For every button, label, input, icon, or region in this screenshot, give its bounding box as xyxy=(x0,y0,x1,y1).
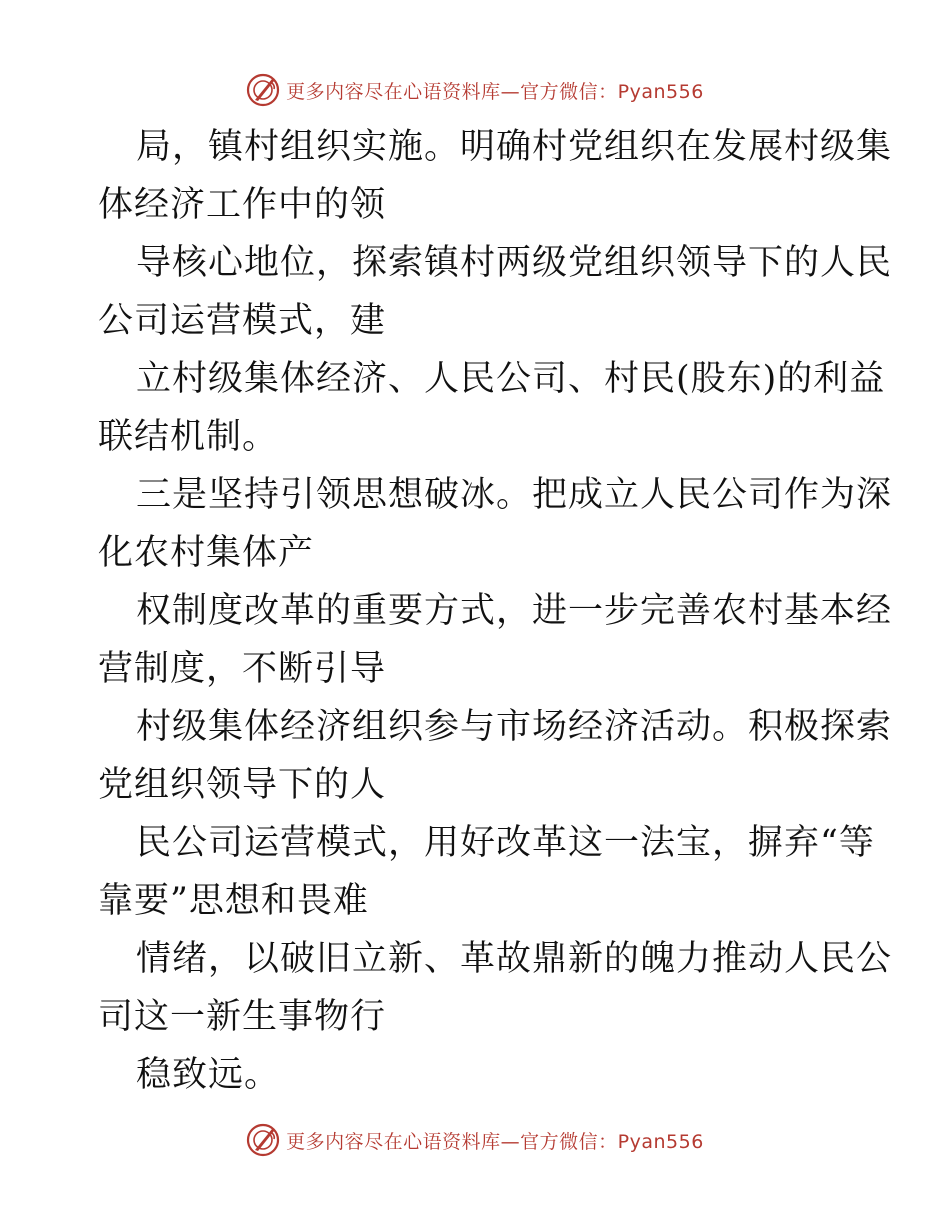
text-line: 司这一新生事物行 xyxy=(98,997,387,1037)
header-watermark xyxy=(0,70,950,110)
text-line: 化农村集体产 xyxy=(98,533,315,573)
text-line: 情绪，以破旧立新、革故鼎新的魄力推动人民公 xyxy=(136,939,893,979)
text-line: 体经济工作中的领 xyxy=(98,185,387,225)
text-line: 局，镇村组织实施。明确村党组织在发展村级集 xyxy=(136,127,893,167)
text-line: 导核心地位，探索镇村两级党组织领导下的人民 xyxy=(136,243,893,283)
text-line: 权制度改革的重要方式，进一步完善农村基本经 xyxy=(136,591,893,631)
text-line: 靠要”思想和畏难 xyxy=(98,881,369,921)
text-line: 稳致远。 xyxy=(136,1055,281,1095)
quill-logo-icon xyxy=(246,1123,280,1157)
watermark-text: 更多内容尽在心语资料库—官方微信：Pyan556 xyxy=(286,80,704,103)
text-line: 党组织领导下的人 xyxy=(98,765,387,805)
footer-watermark xyxy=(0,1120,950,1160)
text-line: 民公司运营模式，用好改革这一法宝，摒弃“等 xyxy=(136,823,875,863)
watermark-text: 更多内容尽在心语资料库—官方微信：Pyan556 xyxy=(286,1130,704,1153)
text-line: 营制度，不断引导 xyxy=(98,649,387,689)
text-line: 村级集体经济组织参与市场经济活动。积极探索 xyxy=(136,707,893,747)
document-body xyxy=(98,118,893,1104)
text-line: 公司运营模式，建 xyxy=(98,301,387,341)
text-line: 三是坚持引领思想破冰。把成立人民公司作为深 xyxy=(136,475,893,515)
text-line: 立村级集体经济、人民公司、村民(股东)的利益 xyxy=(136,359,886,399)
quill-logo-icon xyxy=(246,73,280,107)
text-line: 联结机制。 xyxy=(98,417,279,457)
